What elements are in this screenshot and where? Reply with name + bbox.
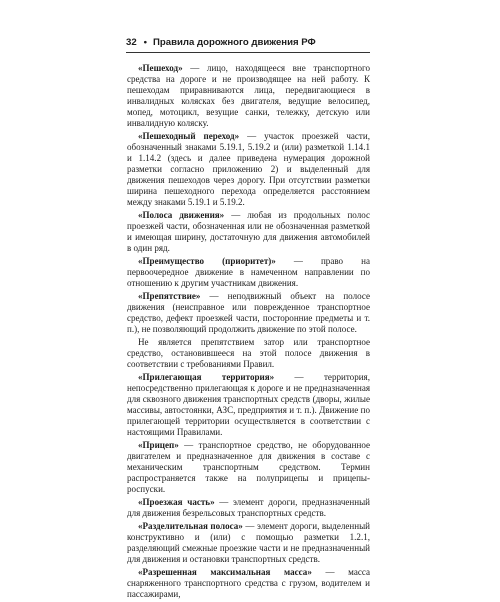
definition-text: Не является препятствием затор или транспортное средство, остановившееся на этой полосе движения в соответствии с требованиями Правил. <box>127 336 370 369</box>
definition-text: — лицо, находящееся вне транспортного средства на дороге и не производящее на ней работу. К пешеходам приравниваются лица, передвигающиеся в инвалидных колясках без двигателя, ведущие велосипед, мопед, мотоцикл, везущие санки, тележку, детскую или инвалидную коляску. <box>127 63 370 128</box>
definition-paragraph <box>127 256 370 289</box>
defined-term: «Пешеходный переход» <box>138 130 240 141</box>
definition-paragraph <box>127 521 370 565</box>
running-header <box>126 37 370 53</box>
defined-term: «Прицеп» <box>138 439 179 450</box>
definition-paragraph <box>127 63 370 129</box>
defined-term: «Проезжая часть» <box>138 496 215 507</box>
definition-paragraph <box>127 440 370 495</box>
book-title: Правила дорожного движения РФ <box>153 37 316 48</box>
page-body <box>127 63 370 602</box>
definition-text: — масса снаряженного транспортного средства с грузом, водителем и пассажирами, <box>127 566 370 599</box>
defined-term: «Препятствие» <box>138 290 201 301</box>
definition-text: — участок проезжей части, обозначенный знаками 5.19.1, 5.19.2 и (или) разметкой 1.14.1 и 1.14.2 (здесь и далее приведена нумерация дорожной разметки согласно приложению 2) и выделенный для движения пешеходов через дорогу. При отсутствии разметки ширина пешеходного перехода определяется расстоянием между знаками 5.19.1 и 5.19.2. <box>127 130 370 207</box>
definition-text: — элемент дороги, предназначенный для движения безрельсовых транспортных средств. <box>127 496 370 518</box>
definition-text: — территория, непосредственно прилегающая к дороге и не предназначенная для сквозного движения транспортных средств (дворы, жилые массивы, автостоянки, АЗС, предприятия и т. п.). Движение по прилегающей территории осуществляется в соответствии с настоящими Правилами. <box>127 371 370 437</box>
defined-term: «Полоса движения» <box>138 209 225 220</box>
bullet-icon: • <box>143 37 148 48</box>
definition-text: — транспортное средство, не оборудованное двигателем и предназначенное для движения в составе с механическим транспортным средством. Термин распространяется также на полуприцепы и прицепы-роспуски. <box>127 439 370 494</box>
definition-text: — любая из продольных полос проезжей части, обозначенная или не обозначенная разметкой и имеющая ширину, достаточную для движения автомобилей в один ряд. <box>127 209 370 253</box>
definition-paragraph <box>127 567 370 600</box>
defined-term: «Разделительная полоса» <box>138 520 243 531</box>
defined-term: «Пешеход» <box>138 63 183 73</box>
definition-paragraph <box>127 210 370 254</box>
defined-term: «Преимущество (приоритет)» <box>138 255 276 266</box>
definition-text: — право на первоочередное движение в намеченном направлении по отношению к другим участникам движения. <box>127 255 370 288</box>
definition-paragraph <box>127 372 370 438</box>
definition-paragraph <box>127 291 370 335</box>
definition-text: — неподвижный объект на полосе движения (неисправное или поврежденное транспортное средство, дефект проезжей части, посторонние предметы и т. п.), не позволяющий продолжить движение по этой полосе. <box>127 290 370 334</box>
defined-term: «Разрешенная максимальная масса» <box>138 566 312 577</box>
defined-term: «Прилегающая территория» <box>138 371 275 382</box>
definition-text: — элемент дороги, выделенный конструктивно и (или) с помощью разметки 1.2.1, разделяющий смежные проезжие части и не предназначенный для движения и остановки транспортных средств. <box>127 520 370 564</box>
definition-paragraph <box>127 497 370 519</box>
definition-paragraph <box>127 337 370 370</box>
definition-paragraph <box>127 131 370 208</box>
page-number: 32 <box>126 37 137 48</box>
